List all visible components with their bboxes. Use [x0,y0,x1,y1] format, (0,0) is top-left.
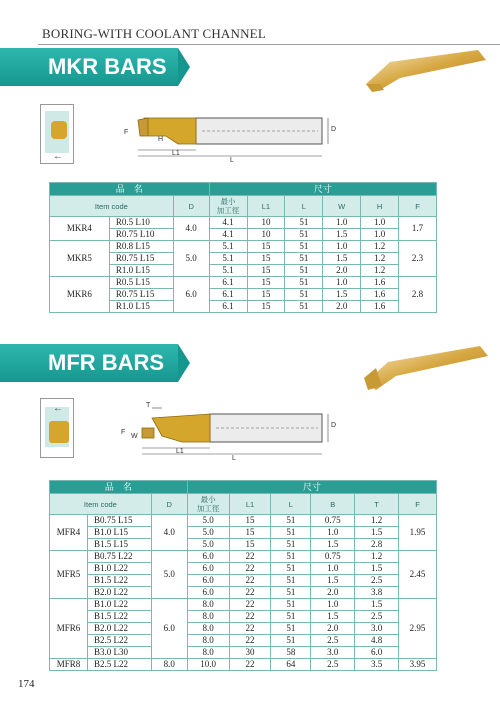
item-code-cell: B2.0 L22 [87,623,151,635]
cell: 1.2 [355,515,399,527]
mfr-col-t: T [355,494,399,515]
arrow-left-icon: ← [53,151,63,162]
d-cell: 4.0 [173,217,209,241]
mfr-spec-table [49,480,437,671]
cell: 1.0 [311,599,355,611]
mfr-header-product: 品 名 [50,481,188,494]
cell: 1.2 [361,265,399,277]
mfr-endview-insert [49,421,69,443]
mfr-col-f: F [399,494,437,515]
cell: 22 [229,611,271,623]
cell: 51 [285,301,323,313]
cell: 6.0 [187,551,229,563]
item-code-cell: B1.5 L15 [87,539,151,551]
cell: 15 [247,289,285,301]
cell: 10.0 [187,659,229,671]
item-code-cell: B2.5 L22 [87,659,151,671]
cell: 1.5 [311,611,355,623]
cell: 51 [271,515,311,527]
mkr-model-cell: MKR6 [50,277,110,313]
mfr-label-t: T [146,402,151,409]
cell: 51 [285,289,323,301]
cell: 51 [271,599,311,611]
f-cell: 2.45 [399,551,437,599]
table-row [50,587,437,599]
cell: 3.5 [355,659,399,671]
cell: 10 [247,217,285,229]
cell: 6.1 [209,301,247,313]
mfr-banner-title: MFR BARS [48,350,165,375]
cell: 22 [229,575,271,587]
cell: 22 [229,635,271,647]
cell: 4.1 [209,229,247,241]
f-cell: 2.3 [399,241,437,277]
cell: 1.0 [311,563,355,575]
cell: 1.6 [361,301,399,313]
table-row [50,659,437,671]
mfr-model-cell: MFR5 [50,551,88,599]
cell: 51 [285,253,323,265]
table-row [50,575,437,587]
cell: 8.0 [187,611,229,623]
f-cell: 2.95 [399,599,437,659]
cell: 1.2 [361,253,399,265]
cell: 0.75 [311,515,355,527]
cell: 5.1 [209,253,247,265]
d-cell: 6.0 [173,277,209,313]
cell: 15 [247,241,285,253]
cell: 8.0 [187,599,229,611]
f-cell: 1.95 [399,515,437,551]
mfr-product-photo [360,338,490,394]
item-code-cell: R0.5 L10 [109,217,173,229]
mkr-label-h: H [158,136,164,143]
mfr-table-top-header [50,481,437,494]
cell: 51 [285,265,323,277]
cell: 51 [285,241,323,253]
cell: 8.0 [187,647,229,659]
table-row [50,599,437,611]
table-row [50,647,437,659]
table-row [50,611,437,623]
cell: 1.2 [355,551,399,563]
cell: 2.5 [311,635,355,647]
cell: 64 [271,659,311,671]
cell: 2.8 [355,539,399,551]
cell: 3.0 [311,647,355,659]
cell: 30 [229,647,271,659]
mkr-banner-chevron [178,48,190,86]
table-row [50,217,437,229]
mfr-label-f: F [121,429,126,436]
item-code-cell: B2.0 L22 [87,587,151,599]
item-code-cell: B1.5 L22 [87,575,151,587]
item-code-cell: B2.5 L22 [87,635,151,647]
mfr-label-l: L [232,455,236,462]
mfr-model-cell: MFR8 [50,659,88,671]
cell: 22 [229,623,271,635]
cell: 5.1 [209,265,247,277]
cell: 22 [229,659,271,671]
mkr-col-f: F [399,196,437,217]
cell: 1.0 [361,217,399,229]
table-row [50,527,437,539]
cell: 4.1 [209,217,247,229]
cell: 1.5 [355,563,399,575]
cell: 0.75 [311,551,355,563]
mkr-endview-box [40,104,74,164]
item-code-cell: B1.5 L22 [87,611,151,623]
cell: 15 [247,265,285,277]
cell: 51 [271,563,311,575]
mfr-col-item-code: Item code [50,494,152,515]
cell: 8.0 [187,635,229,647]
cell: 5.0 [187,527,229,539]
cell: 51 [271,527,311,539]
mkr-label-d: D [331,126,337,133]
cell: 6.0 [355,647,399,659]
cell: 51 [271,551,311,563]
f-cell: 1.7 [399,217,437,241]
cell: 8.0 [187,623,229,635]
d-cell: 6.0 [151,599,187,659]
cell: 6.1 [209,289,247,301]
table-row [50,539,437,551]
cell: 2.5 [355,575,399,587]
mfr-model-cell: MFR4 [50,515,88,551]
mkr-endview-insert [51,121,67,139]
mfr-banner [0,344,178,382]
mkr-header-dimensions: 尺寸 [209,183,436,196]
cell: 1.6 [361,289,399,301]
cell: 1.6 [361,277,399,289]
table-row [50,241,437,253]
cell: 51 [271,575,311,587]
f-cell: 3.95 [399,659,437,671]
mkr-table-column-header [50,196,437,217]
table-row [50,551,437,563]
table-row [50,563,437,575]
mkr-table-top-header [50,183,437,196]
cell: 51 [285,229,323,241]
mfr-side-diagram [118,402,338,464]
table-row [50,515,437,527]
item-code-cell: B3.0 L30 [87,647,151,659]
mkr-col-w: W [323,196,361,217]
cell: 10 [247,229,285,241]
cell: 2.5 [355,611,399,623]
cell: 51 [271,587,311,599]
mfr-col-l: L [271,494,311,515]
mfr-col-d: D [151,494,187,515]
d-cell: 5.0 [173,241,209,277]
cell: 1.5 [311,539,355,551]
mkr-col-min-bore: 最小 加工徑 [209,196,247,217]
f-cell: 2.8 [399,277,437,313]
cell: 2.0 [311,587,355,599]
cell: 6.1 [209,277,247,289]
table-row [50,623,437,635]
cell: 15 [229,515,271,527]
cell: 2.0 [311,623,355,635]
d-cell: 8.0 [151,659,187,671]
mkr-model-cell: MKR4 [50,217,110,241]
cell: 51 [271,623,311,635]
mfr-col-b: B [311,494,355,515]
mkr-banner [0,48,178,86]
cell: 51 [285,217,323,229]
cell: 1.0 [323,217,361,229]
cell: 1.5 [355,599,399,611]
cell: 1.5 [355,527,399,539]
mkr-spec-table [49,182,437,313]
mfr-label-d: D [331,422,337,429]
mkr-banner-title: MKR BARS [48,54,167,79]
cell: 51 [271,539,311,551]
cell: 1.2 [361,241,399,253]
mfr-endview-box [40,398,74,458]
cell: 22 [229,563,271,575]
item-code-cell: R0.8 L15 [109,241,173,253]
mkr-col-h: H [361,196,399,217]
item-code-cell: B0.75 L22 [87,551,151,563]
mkr-col-l: L [285,196,323,217]
mkr-col-d: D [173,196,209,217]
page-header-title: BORING-WITH COOLANT CHANNEL [42,26,266,41]
cell: 1.0 [361,229,399,241]
cell: 3.0 [355,623,399,635]
item-code-cell: R1.0 L15 [109,265,173,277]
cell: 6.0 [187,563,229,575]
item-code-cell: B0.75 L15 [87,515,151,527]
cell: 58 [271,647,311,659]
mkr-model-cell: MKR5 [50,241,110,277]
cell: 5.0 [187,539,229,551]
mkr-side-diagram [118,106,338,168]
mfr-banner-chevron [178,344,190,382]
cell: 51 [285,277,323,289]
cell: 2.5 [311,659,355,671]
cell: 22 [229,587,271,599]
item-code-cell: B1.0 L22 [87,563,151,575]
cell: 2.0 [323,301,361,313]
d-cell: 5.0 [151,551,187,599]
mfr-col-l1: L1 [229,494,271,515]
item-code-cell: R0.75 L10 [109,229,173,241]
item-code-cell: R1.0 L15 [109,301,173,313]
table-row [50,635,437,647]
cell: 1.5 [323,289,361,301]
cell: 51 [271,635,311,647]
cell: 15 [229,527,271,539]
mkr-label-l: L [230,157,234,164]
mfr-col-min-bore: 最小 加工徑 [187,494,229,515]
cell: 4.8 [355,635,399,647]
mfr-model-cell: MFR6 [50,599,88,659]
cell: 6.0 [187,587,229,599]
cell: 6.0 [187,575,229,587]
cell: 1.5 [323,253,361,265]
cell: 15 [229,539,271,551]
cell: 15 [247,277,285,289]
item-code-cell: B1.0 L22 [87,599,151,611]
mfr-header-dimensions: 尺寸 [187,481,436,494]
item-code-cell: R0.75 L15 [109,253,173,265]
cell: 22 [229,599,271,611]
cell: 1.5 [323,229,361,241]
mkr-col-l1: L1 [247,196,285,217]
cell: 22 [229,551,271,563]
cell: 15 [247,301,285,313]
cell: 5.1 [209,241,247,253]
item-code-cell: R0.5 L15 [109,277,173,289]
mkr-product-photo [360,44,490,96]
mfr-label-w: W [131,433,138,440]
item-code-cell: R0.75 L15 [109,289,173,301]
cell: 1.5 [311,575,355,587]
cell: 51 [271,611,311,623]
cell: 1.0 [311,527,355,539]
page-number: 174 [18,678,35,690]
mkr-label-f: F [124,129,129,136]
cell: 15 [247,253,285,265]
d-cell: 4.0 [151,515,187,551]
mkr-col-item-code: Item code [50,196,174,217]
cell: 5.0 [187,515,229,527]
cell: 1.0 [323,241,361,253]
mkr-label-l1: L1 [172,150,180,157]
mfr-table-column-header [50,494,437,515]
mkr-header-product: 品 名 [50,183,210,196]
item-code-cell: B1.0 L15 [87,527,151,539]
cell: 3.8 [355,587,399,599]
cell: 2.0 [323,265,361,277]
cell: 1.0 [323,277,361,289]
mfr-label-l1: L1 [176,448,184,455]
arrow-left-icon: ← [53,403,63,414]
table-row [50,277,437,289]
